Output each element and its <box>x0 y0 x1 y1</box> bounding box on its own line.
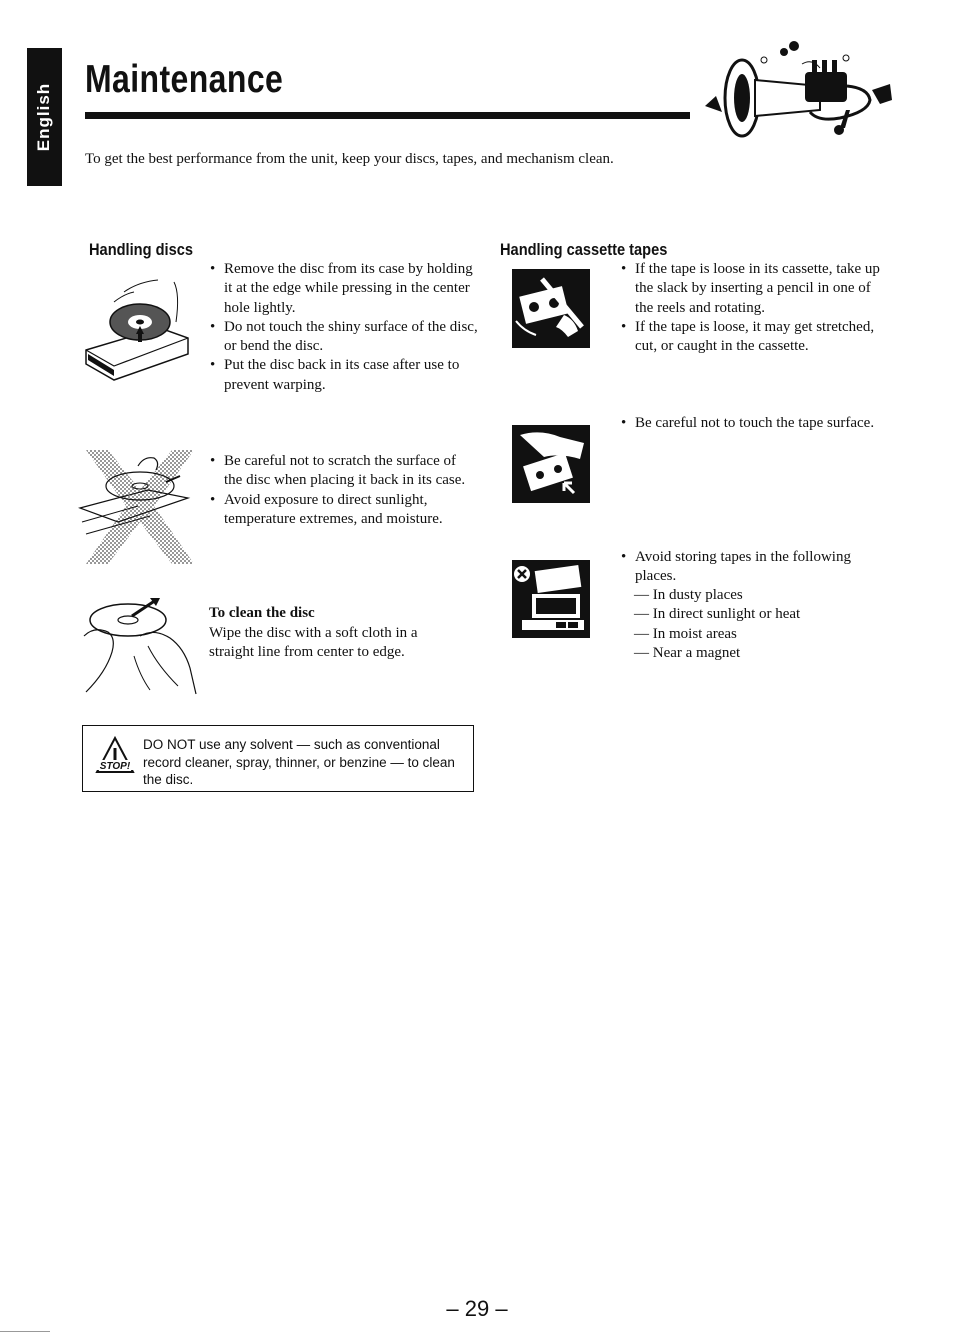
page-number: – 29 – <box>446 1296 508 1321</box>
footer-rule <box>0 1331 50 1332</box>
clean-disc-illustration <box>80 596 202 696</box>
list-item: • Avoid storing tapes in the following places. <box>621 548 889 587</box>
handling-discs-heading: Handling discs <box>89 240 193 259</box>
list-item: — In direct sunlight or heat <box>634 606 801 623</box>
discs-bullets-2 <box>210 452 478 529</box>
list-item: • If the tape is loose, it may get stretched, cut, or caught in the cassette. <box>621 318 889 357</box>
tape-storage-illustration <box>512 560 590 638</box>
tapes-bullets-3 <box>621 548 889 587</box>
tapes-bullets-1 <box>621 260 889 356</box>
list-item: • If the tape is loose in its cassette, take up the slack by inserting a pencil in one of the reels and rotating. <box>621 260 889 318</box>
no-scratch-illustration <box>78 446 202 568</box>
title-rule <box>85 112 690 119</box>
trumpet-music-icon <box>700 38 900 143</box>
language-tab <box>27 48 62 186</box>
list-item: — Near a magnet <box>634 644 741 661</box>
caution-text: DO NOT use any solvent — such as conventional record cleaner, spray, thinner, or benzine — to clean the disc. <box>143 737 455 787</box>
list-item: • Do not touch the shiny surface of the disc, or bend the disc. <box>210 318 478 357</box>
disc-case-illustration <box>84 272 190 382</box>
list-item: • Put the disc back in its case after use to prevent warping. <box>210 356 478 395</box>
language-tab-label: English <box>34 82 54 152</box>
list-item: — In dusty places <box>634 587 743 603</box>
caution-box <box>82 725 474 792</box>
tapes-bullets-2 <box>621 414 889 433</box>
list-item: • Be careful not to scratch the surface of the disc when placing it back in its case. <box>210 452 478 491</box>
tape-pencil-illustration <box>512 269 590 348</box>
intro-text: To get the best performance from the unit, keep your discs, tapes, and mechanism clean. <box>85 151 614 167</box>
list-item: • Be careful not to touch the tape surface. <box>621 414 889 433</box>
discs-bullets-1 <box>210 260 478 395</box>
list-item: • Avoid exposure to direct sunlight, temperature extremes, and moisture. <box>210 491 478 530</box>
list-item: — In moist areas <box>634 625 737 642</box>
page-title: Maintenance <box>85 58 284 101</box>
stop-warning-icon <box>95 736 135 780</box>
clean-disc-text: Wipe the disc with a soft cloth in a straight line from center to edge. <box>209 625 418 661</box>
list-item: • Remove the disc from its case by holding it at the edge while pressing in the center hole lightly. <box>210 260 478 318</box>
stop-icon-text: STOP! <box>99 761 131 772</box>
clean-disc-heading: To clean the disc <box>209 605 315 621</box>
no-touch-tape-illustration <box>512 425 590 503</box>
handling-tapes-heading: Handling cassette tapes <box>500 240 668 259</box>
storage-places-list <box>634 586 884 663</box>
